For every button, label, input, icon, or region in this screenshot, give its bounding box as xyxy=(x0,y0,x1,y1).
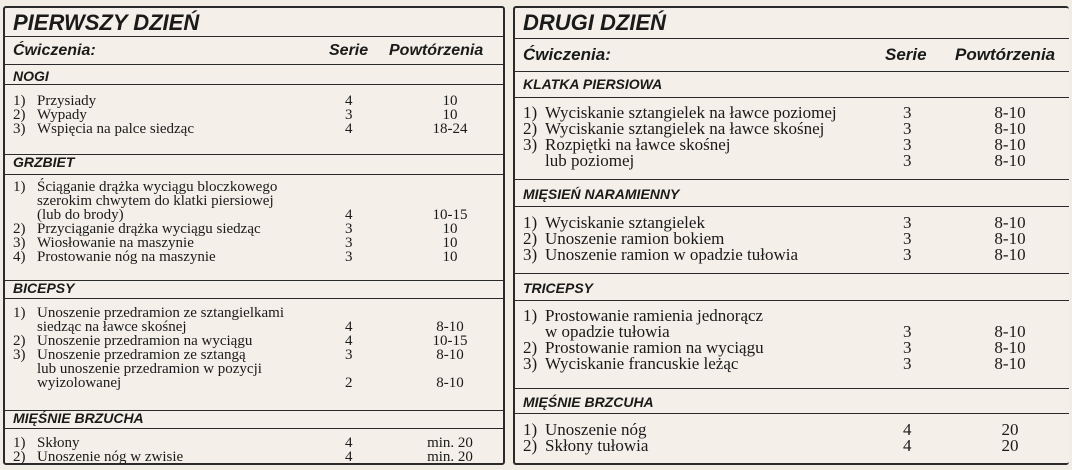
row-number: 2) xyxy=(13,333,26,349)
sets-value: 3 xyxy=(903,119,912,138)
exercise-name: Ściąganie drążka wyciągu bloczkowego xyxy=(37,179,278,195)
row-number: 2) xyxy=(523,338,538,357)
section-title: MIĘSIEŃ NARAMIENNY xyxy=(523,186,680,202)
sets-value: 4 xyxy=(345,93,353,109)
reps-value: 8-10 xyxy=(994,354,1026,373)
section-top-divider xyxy=(5,154,503,155)
row-number: 1) xyxy=(523,213,538,232)
sets-value: 3 xyxy=(903,135,912,154)
row-number: 3) xyxy=(13,347,26,363)
row-number: 1) xyxy=(13,305,26,321)
exercise-name: szerokim chwytem do klatki piersiowej xyxy=(37,193,274,209)
exercise-name: Prostowanie nóg na maszynie xyxy=(37,249,216,265)
exercise-name: lub poziomej xyxy=(545,151,635,170)
day-two-panel xyxy=(513,6,1069,465)
sets-value: 3 xyxy=(903,354,912,373)
exercise-name: Unoszenie nóg w zwisie xyxy=(37,449,184,465)
reps-value: 20 xyxy=(1001,436,1019,455)
reps-value: 8-10 xyxy=(994,135,1026,154)
section-divider xyxy=(515,413,1069,414)
exercise-name: Skłony xyxy=(37,435,80,451)
exercise-name: Wyciskanie sztangielek xyxy=(545,213,705,232)
sets-value: 3 xyxy=(903,322,912,341)
sets-value: 4 xyxy=(345,333,353,349)
exercise-name: Prostowanie ramienia jednorącz xyxy=(545,306,764,325)
reps-value: 10 xyxy=(442,221,458,237)
row-number: 3) xyxy=(13,235,26,251)
reps-value: 10 xyxy=(442,93,458,109)
row-number: 1) xyxy=(523,306,538,325)
section-divider xyxy=(5,174,503,175)
sets-value: 3 xyxy=(345,235,353,251)
reps-value: min. 20 xyxy=(427,449,473,465)
exercise-name: Unoszenie przedramion na wyciągu xyxy=(37,333,253,349)
row-number: 1) xyxy=(523,103,538,122)
sets-value: 3 xyxy=(345,221,353,237)
section-top-divider xyxy=(5,280,503,281)
section-title: BICEPSY xyxy=(13,280,75,296)
reps-value: 8-10 xyxy=(436,319,464,335)
row-number: 2) xyxy=(523,229,538,248)
exercise-name: (lub do brody) xyxy=(37,207,124,223)
column-header-sets: Serie xyxy=(885,45,927,64)
exercise-name: Prostowanie ramion na wyciągu xyxy=(545,338,764,357)
section-divider xyxy=(515,300,1069,301)
reps-value: 8-10 xyxy=(436,375,464,391)
section-title: MIĘŚNIE BRZCUHA xyxy=(523,394,654,410)
section-divider xyxy=(5,298,503,299)
exercise-name: Wypady xyxy=(37,107,87,123)
sets-value: 4 xyxy=(345,207,353,223)
reps-value: 8-10 xyxy=(994,322,1026,341)
exercise-name: Wyciskanie sztangielek na ławce poziomej xyxy=(545,103,837,122)
sets-value: 3 xyxy=(903,213,912,232)
reps-value: 8-10 xyxy=(994,103,1026,122)
exercise-name: w opadzie tułowia xyxy=(545,322,670,341)
exercise-name: Rozpiętki na ławce skośnej xyxy=(545,135,731,154)
reps-value: 8-10 xyxy=(994,119,1026,138)
reps-value: min. 20 xyxy=(427,435,473,451)
reps-value: 10-15 xyxy=(432,333,468,349)
panel-title: PIERWSZY DZIEŃ xyxy=(13,10,200,35)
column-header-reps: Powtórzenia xyxy=(389,42,484,59)
exercise-name: Unoszenie przedramion ze sztangą xyxy=(37,347,246,363)
section-divider xyxy=(515,206,1069,207)
exercise-name: Unoszenie nóg xyxy=(545,420,647,439)
reps-value: 8-10 xyxy=(994,338,1026,357)
row-number: 2) xyxy=(13,107,26,123)
row-number: 1) xyxy=(13,435,26,451)
section-title: GRZBIET xyxy=(13,154,75,170)
reps-value: 8-10 xyxy=(994,151,1026,170)
row-number: 2) xyxy=(13,221,26,237)
row-number: 3) xyxy=(523,135,538,154)
reps-value: 8-10 xyxy=(994,229,1026,248)
sets-value: 2 xyxy=(345,375,353,391)
exercise-name: Unoszenie ramion w opadzie tułowia xyxy=(545,245,799,264)
exercise-name: Unoszenie przedramion ze sztangielkami xyxy=(37,305,284,321)
row-number: 3) xyxy=(13,121,26,137)
exercise-name: wyizolowanej xyxy=(37,375,122,391)
row-number: 3) xyxy=(523,354,538,373)
exercise-name: Wspięcia na palce siedząc xyxy=(37,121,194,137)
section-top-divider xyxy=(515,71,1069,72)
reps-value: 10 xyxy=(442,235,458,251)
reps-value: 20 xyxy=(1001,420,1019,439)
sets-value: 4 xyxy=(903,420,912,439)
reps-value: 8-10 xyxy=(994,245,1026,264)
row-number: 3) xyxy=(523,245,538,264)
sets-value: 4 xyxy=(345,449,353,465)
section-title: MIĘŚNIE BRZUCHA xyxy=(13,410,144,426)
exercise-name: Wyciskanie francuskie leżąc xyxy=(545,354,739,373)
section-top-divider xyxy=(515,388,1069,389)
sets-value: 3 xyxy=(903,338,912,357)
sets-value: 3 xyxy=(903,103,912,122)
row-number: 2) xyxy=(523,119,538,138)
column-header-exercise: Ćwiczenia: xyxy=(13,42,96,59)
section-top-divider xyxy=(515,273,1069,274)
exercise-name: siedząc na ławce skośnej xyxy=(37,319,187,335)
section-title: NOGI xyxy=(13,68,49,84)
reps-value: 8-10 xyxy=(436,347,464,363)
reps-value: 10 xyxy=(442,107,458,123)
section-divider xyxy=(515,97,1069,98)
section-title: KLATKA PIERSIOWA xyxy=(523,76,663,92)
column-header-exercise: Ćwiczenia: xyxy=(523,45,611,64)
exercise-name: lub unoszenie przedramion w pozycji xyxy=(37,361,262,377)
reps-value: 8-10 xyxy=(994,213,1026,232)
section-divider xyxy=(5,428,503,429)
exercise-name: Przyciąganie drążka wyciągu siedząc xyxy=(37,221,261,237)
sets-value: 3 xyxy=(903,151,912,170)
title-divider xyxy=(5,36,503,37)
sets-value: 3 xyxy=(903,245,912,264)
reps-value: 18-24 xyxy=(432,121,468,137)
section-divider xyxy=(5,84,503,85)
exercise-name: Przysiady xyxy=(37,93,97,109)
row-number: 1) xyxy=(523,420,538,439)
column-header-reps: Powtórzenia xyxy=(955,45,1056,64)
sets-value: 3 xyxy=(345,249,353,265)
row-number: 2) xyxy=(13,449,26,465)
sets-value: 3 xyxy=(345,347,353,363)
sets-value: 3 xyxy=(345,107,353,123)
row-number: 2) xyxy=(523,436,538,455)
row-number: 1) xyxy=(13,93,26,109)
reps-value: 10 xyxy=(442,249,458,265)
sets-value: 3 xyxy=(903,229,912,248)
panel-title: DRUGI DZIEŃ xyxy=(523,10,666,35)
sets-value: 4 xyxy=(903,436,912,455)
exercise-name: Skłony tułowia xyxy=(545,436,649,455)
title-divider xyxy=(515,38,1069,39)
exercise-name: Wiosłowanie na maszynie xyxy=(37,235,194,251)
sets-value: 4 xyxy=(345,319,353,335)
section-top-divider xyxy=(5,64,503,65)
row-number: 4) xyxy=(13,249,26,265)
sets-value: 4 xyxy=(345,435,353,451)
column-header-sets: Serie xyxy=(329,42,369,59)
row-number: 1) xyxy=(13,179,26,195)
section-title: TRICEPSY xyxy=(523,280,594,296)
sets-value: 4 xyxy=(345,121,353,137)
day-one-panel xyxy=(3,6,505,465)
exercise-name: Wyciskanie sztangielek na ławce skośnej xyxy=(545,119,825,138)
reps-value: 10-15 xyxy=(432,207,468,223)
section-top-divider xyxy=(515,179,1069,180)
exercise-name: Unoszenie ramion bokiem xyxy=(545,229,725,248)
